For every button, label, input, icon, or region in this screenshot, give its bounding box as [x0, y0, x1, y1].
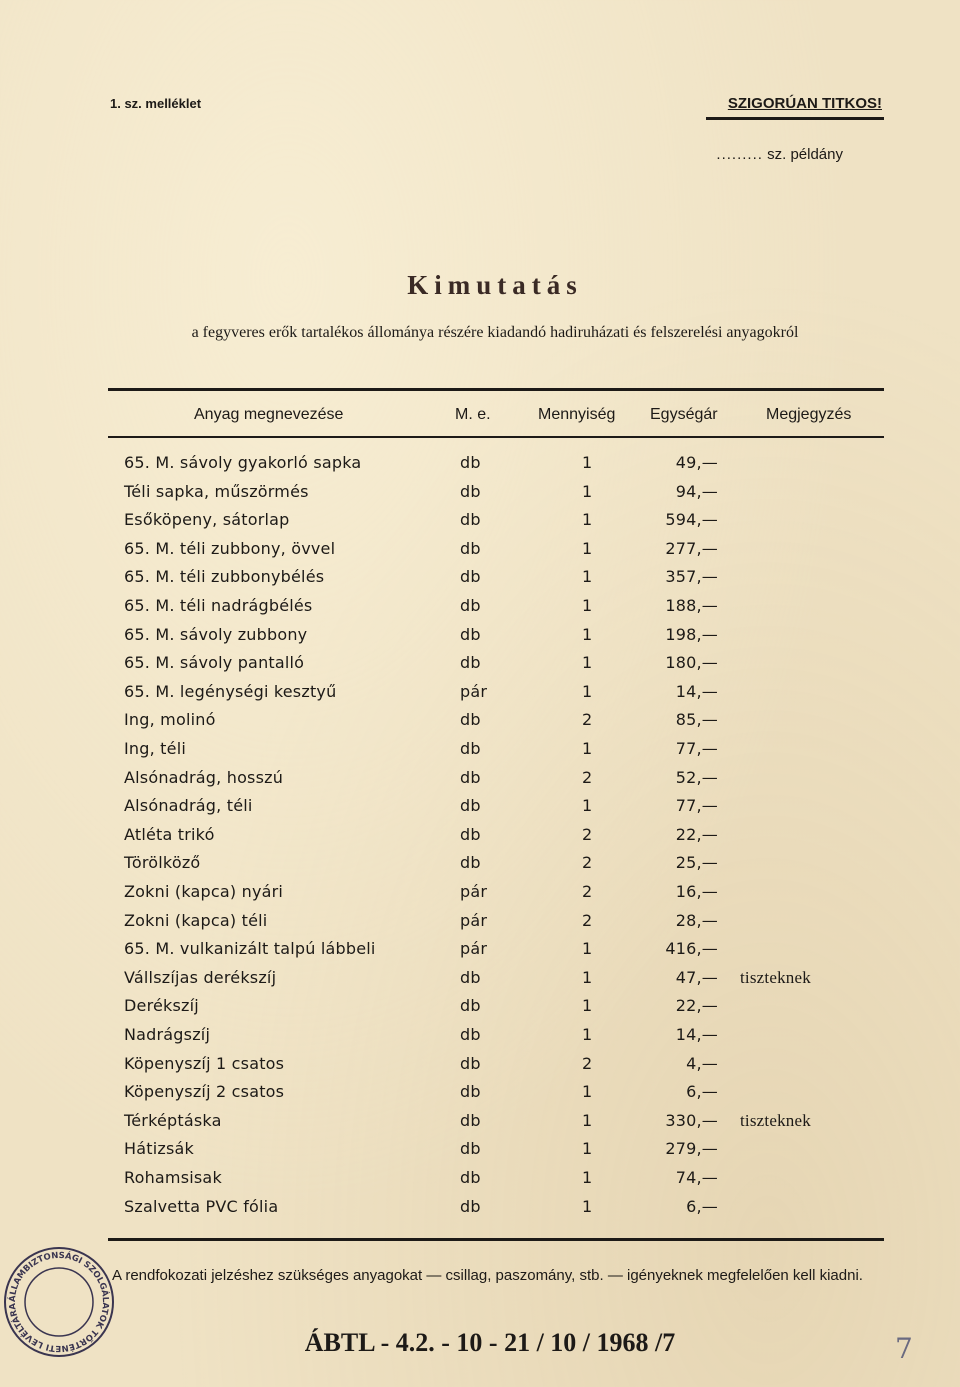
table-row — [0, 682, 960, 710]
item-unit: db — [460, 967, 481, 987]
table-row — [0, 1054, 960, 1082]
svg-text:ÁLLAMBIZTONSÁGI SZOLGÁLATOK TÖ — [6, 1249, 112, 1353]
item-unit-price: 279,— — [665, 1139, 718, 1159]
copy-dots: ......... — [716, 146, 763, 163]
item-unit-price: 28,— — [675, 910, 718, 930]
item-name: Zokni (kapca) nyári — [124, 882, 284, 901]
item-name: 65. M. vulkanizált talpú lábbeli — [124, 939, 376, 959]
item-quantity: 1 — [582, 567, 593, 587]
table-row — [0, 1168, 960, 1196]
item-name: Vállszíjas derékszíj — [124, 967, 277, 987]
copy-number-label — [716, 146, 843, 163]
item-quantity: 1 — [582, 624, 593, 644]
table-row — [0, 739, 960, 767]
table-row — [0, 1025, 960, 1053]
item-unit: pár — [460, 681, 488, 701]
footnote: A rendfokozati jelzéshez szükséges anyagokat — csillag, paszomány, stb. — igényeknek megfelelően kell kiadni. — [112, 1267, 863, 1284]
item-unit-price: 14,— — [675, 1025, 718, 1044]
table-row — [0, 939, 960, 967]
item-name: Nadrágszíj — [124, 1025, 211, 1044]
item-name: 65. M. téli nadrágbélés — [124, 596, 313, 615]
item-quantity: 1 — [582, 1025, 593, 1044]
item-unit-price: 416,— — [665, 939, 718, 959]
table-row — [0, 768, 960, 796]
item-quantity: 1 — [582, 453, 593, 472]
item-unit: db — [460, 739, 481, 758]
item-quantity: 2 — [582, 1053, 593, 1073]
item-name: Alsónadrág, hosszú — [124, 767, 284, 787]
table-row — [0, 539, 960, 567]
item-name: Alsónadrág, téli — [124, 796, 253, 816]
table-row — [0, 510, 960, 538]
item-quantity: 1 — [582, 1139, 593, 1159]
item-unit: db — [460, 453, 481, 472]
col-header-price: Egységár — [650, 406, 718, 423]
col-header-qty: Mennyiség — [538, 406, 616, 423]
item-quantity: 1 — [582, 939, 593, 959]
item-name: Zokni (kapca) téli — [124, 910, 268, 930]
item-name: Esőköpeny, sátorlap — [124, 510, 290, 530]
item-unit: db — [460, 1053, 481, 1073]
item-quantity: 1 — [582, 967, 593, 987]
item-unit-price: 180,— — [665, 653, 718, 673]
item-unit: db — [460, 710, 481, 730]
item-unit-price: 188,— — [665, 596, 718, 615]
item-unit-price: 357,— — [665, 567, 718, 587]
item-unit: db — [460, 596, 481, 615]
item-quantity: 1 — [582, 510, 593, 530]
item-unit-price: 4,— — [686, 1053, 718, 1073]
item-unit: pár — [460, 939, 488, 959]
item-unit-price: 16,— — [675, 882, 718, 901]
item-unit: db — [460, 538, 481, 558]
item-unit: db — [460, 1025, 481, 1044]
item-unit: db — [460, 1139, 481, 1159]
header-bottom-rule — [108, 436, 884, 438]
item-quantity: 2 — [582, 710, 593, 730]
col-header-note: Megjegyzés — [766, 406, 852, 423]
annex-label: 1. sz. melléklet — [110, 96, 202, 111]
item-unit-price: 22,— — [675, 996, 718, 1016]
item-name: Hátizsák — [124, 1139, 194, 1159]
document-title: Kimutatás — [407, 270, 583, 300]
item-unit: db — [460, 824, 481, 844]
item-unit: db — [460, 510, 481, 530]
item-unit-price: 198,— — [665, 624, 718, 644]
item-name: Rohamsisak — [124, 1168, 222, 1187]
item-quantity: 2 — [582, 824, 593, 844]
table-row — [0, 882, 960, 910]
item-quantity: 1 — [582, 481, 593, 501]
item-unit: pár — [460, 910, 488, 930]
archive-stamp-icon — [2, 1245, 117, 1360]
copy-label: sz. példány — [767, 146, 843, 163]
item-unit-price: 85,— — [675, 710, 718, 730]
table-top-rule — [108, 388, 884, 391]
item-name: Ing, molinó — [124, 710, 216, 730]
item-unit-price: 47,— — [675, 967, 718, 987]
item-name: Térképtáska — [124, 1110, 222, 1130]
item-unit-price: 52,— — [675, 767, 718, 787]
item-name: 65. M. téli zubbony, övvel — [124, 538, 336, 558]
table-row — [0, 653, 960, 681]
item-unit-price: 277,— — [665, 538, 718, 558]
item-quantity: 1 — [582, 796, 593, 816]
table-row — [0, 453, 960, 481]
item-unit: db — [460, 653, 481, 673]
table-bottom-rule — [108, 1238, 884, 1241]
item-name: 65. M. sávoly zubbony — [124, 624, 308, 644]
item-note: tiszteknek — [740, 967, 811, 987]
table-row — [0, 825, 960, 853]
item-name: Téli sapka, műszörmés — [124, 481, 309, 501]
item-unit: db — [460, 1196, 481, 1216]
item-unit: db — [460, 1168, 481, 1187]
item-quantity: 1 — [582, 1110, 593, 1130]
item-name: 65. M. legénységi kesztyű — [124, 681, 337, 701]
table-row — [0, 596, 960, 624]
item-name: Szalvetta PVC fólia — [124, 1196, 279, 1216]
col-header-name: Anyag megnevezése — [194, 406, 344, 423]
item-unit: db — [460, 853, 481, 873]
table-row — [0, 1082, 960, 1110]
item-unit: db — [460, 1110, 481, 1130]
item-name: Törölköző — [124, 853, 201, 873]
item-unit: db — [460, 624, 481, 644]
item-unit: pár — [460, 882, 488, 901]
item-name: 65. M. téli zubbonybélés — [124, 567, 325, 587]
table-row — [0, 968, 960, 996]
table-row — [0, 567, 960, 595]
item-quantity: 1 — [582, 1196, 593, 1216]
classification-label: SZIGORÚAN TITKOS! — [727, 95, 882, 112]
table-row — [0, 1197, 960, 1225]
item-note: tiszteknek — [740, 1110, 811, 1130]
handwritten-page-number: 7 — [895, 1332, 913, 1365]
col-header-unit: M. e. — [455, 406, 491, 423]
table-row — [0, 1139, 960, 1167]
item-unit-price: 14,— — [675, 681, 718, 701]
item-quantity: 1 — [582, 596, 593, 615]
table-row — [0, 796, 960, 824]
item-name: Derékszíj — [124, 996, 199, 1016]
item-quantity: 2 — [582, 767, 593, 787]
item-quantity: 1 — [582, 653, 593, 673]
item-unit-price: 77,— — [675, 739, 718, 758]
item-unit-price: 6,— — [686, 1082, 718, 1102]
item-quantity: 1 — [582, 681, 593, 701]
table-row — [0, 996, 960, 1024]
item-quantity: 1 — [582, 1168, 593, 1187]
item-unit-price: 49,— — [675, 453, 718, 472]
table-row — [0, 482, 960, 510]
item-quantity: 1 — [582, 739, 593, 758]
item-unit-price: 594,— — [665, 510, 718, 530]
item-quantity: 2 — [582, 853, 593, 873]
item-unit-price: 77,— — [675, 796, 718, 816]
item-unit-price: 25,— — [675, 853, 718, 873]
item-name: Köpenyszíj 1 csatos — [124, 1053, 285, 1073]
item-name: Ing, téli — [124, 739, 186, 758]
item-unit-price: 330,— — [665, 1110, 718, 1130]
item-quantity: 1 — [582, 996, 593, 1016]
item-quantity: 1 — [582, 1082, 593, 1102]
item-unit-price: 94,— — [675, 481, 718, 501]
document-subtitle: a fegyveres erők tartalékos állománya részére kiadandó hadiruházati és felszerelési anyagokról — [191, 324, 799, 341]
table-row — [0, 853, 960, 881]
table-row — [0, 625, 960, 653]
table-row — [0, 911, 960, 939]
archive-reference: ÁBTL - 4.2. - 10 - 21 / 10 / 1968 /7 — [304, 1328, 676, 1357]
item-quantity: 2 — [582, 910, 593, 930]
stamp-text: ÁLLAMBIZTONSÁGI SZOLGÁLATOK TÖRTÉNETI LEVÉLTÁRA — [7, 1250, 111, 1354]
item-unit: db — [460, 767, 481, 787]
item-quantity: 2 — [582, 882, 593, 901]
item-name: 65. M. sávoly pantalló — [124, 653, 305, 673]
item-name: Köpenyszíj 2 csatos — [124, 1082, 285, 1102]
item-unit-price: 22,— — [675, 824, 718, 844]
table-row — [0, 1111, 960, 1139]
item-name: 65. M. sávoly gyakorló sapka — [124, 453, 362, 472]
item-unit: db — [460, 567, 481, 587]
item-unit: db — [460, 1082, 481, 1102]
table-row — [0, 710, 960, 738]
item-unit-price: 6,— — [686, 1196, 718, 1216]
item-unit: db — [460, 996, 481, 1016]
item-unit: db — [460, 481, 481, 501]
classification-underline — [706, 117, 884, 120]
item-quantity: 1 — [582, 538, 593, 558]
item-name: Atléta trikó — [124, 824, 215, 844]
item-unit: db — [460, 796, 481, 816]
item-unit-price: 74,— — [675, 1168, 718, 1187]
